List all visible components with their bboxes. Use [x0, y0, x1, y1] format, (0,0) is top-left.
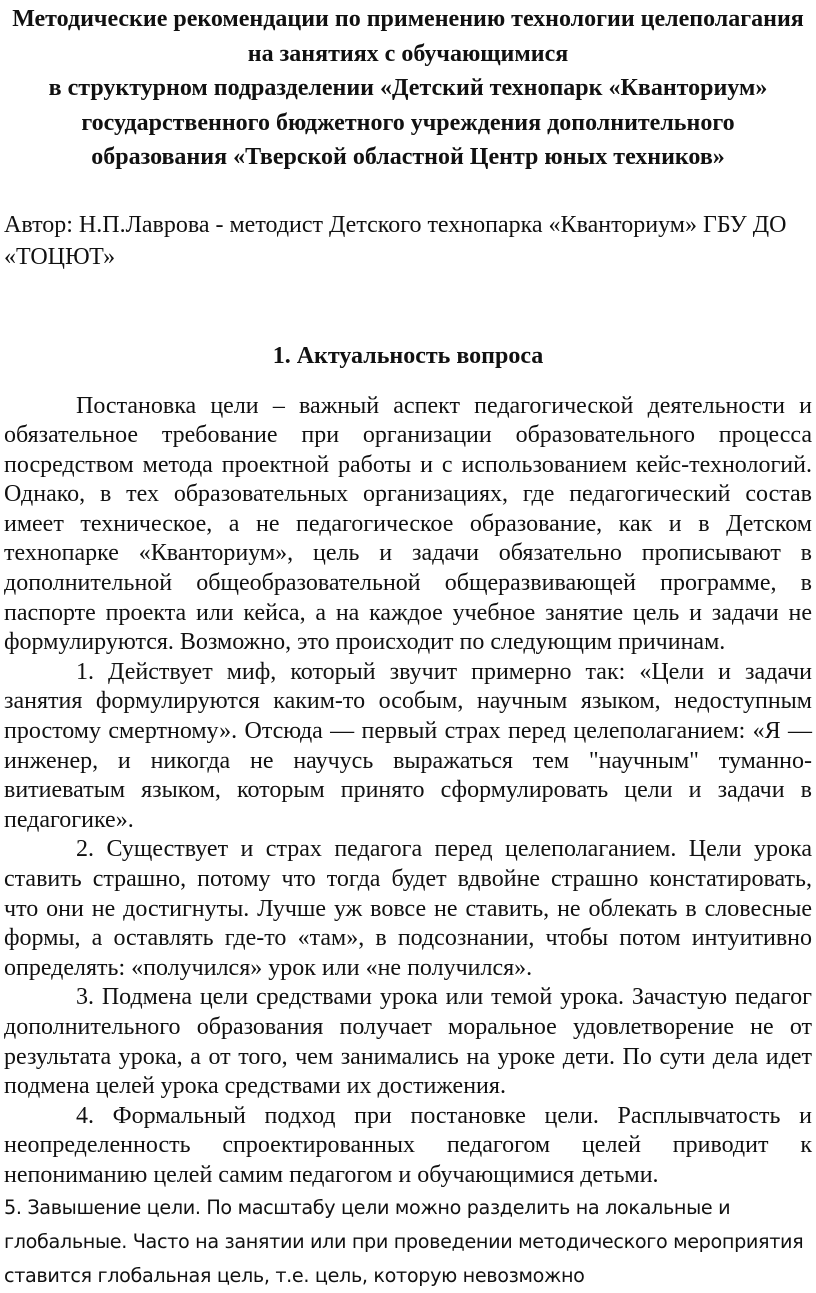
title-line-5: образования «Тверской областной Центр юных техников»: [91, 144, 725, 170]
paragraph-reason-5: 5. Завышение цели. По масштабу цели можно разделить на локальные и глобальные. Часто на занятии или при проведении методического мероприятия ставится глобальная цель, т.е. цель, которую невозможно: [4, 1195, 804, 1287]
document-title: [0, 0, 816, 175]
paragraph-reason-1: 1. Действует миф, который звучит примерно так: «Цели и задачи занятия формулируются каким-то особым, научным языком, недоступным простому смертному». Отсюда — первый страх перед целеполаганием: «Я — инженер, и никогда не научусь выражаться тем "научным" туманно-витиеватым языком, которым принято сформулировать цели и задачи в педагогике».: [4, 658, 812, 833]
title-line-4: государственного бюджетного учреждения дополнительного: [81, 109, 735, 136]
title-line-1: Методические рекомендации по применению технологии целеполагания: [12, 6, 804, 32]
paragraph-reason-2: 2. Существует и страх педагога перед целеполаганием. Цели урока ставить страшно, потому что тогда будет вдвойне страшно констатировать, что они не достигнуты. Лучше уж вовсе не ставить, не облекать в словесные формы, а оставлять где-то «там», в подсознании, чтобы потом интуитивно определять: «получился» урок или «не получился».: [4, 836, 812, 981]
paragraph-intro: Постановка цели – важный аспект педагогической деятельности и обязательное требование при организации образовательного процесса посредством метода проектной работы и с использованием кейс-технологий. Однако, в тех образовательных организациях, где педагогический состав имеет техническое, а не педагогическое образование, как и в Детском технопарке «Кванториум», цель и задачи обязательно прописывают в дополнительной общеобразовательной общеразвивающей программе, в паспорте проекта или кейса, а на каждое учебное занятие цель и задачи не формулируются. Возможно, это происходит по следующим причинам.: [4, 392, 812, 656]
title-line-2: на занятиях с обучающимися: [247, 40, 569, 67]
title-line-3: в структурном подразделении «Детский технопарк «Кванториум»: [48, 75, 768, 101]
paragraph-reason-4: 4. Формальный подход при постановке цели. Расплывчатость и неопределенность спроектированных педагогом целей приводит к непониманию целей самим педагогом и обучающимися детьми.: [4, 1102, 812, 1188]
author-line: Автор: Н.П.Лаврова - методист Детского технопарка «Кванториум» ГБУ ДО «ТОЦЮТ»: [4, 211, 787, 270]
section-heading: 1. Актуальность вопроса: [272, 342, 544, 369]
paragraph-reason-3: 3. Подмена цели средствами урока или темой урока. Зачастую педагог дополнительного образования получает моральное удовлетворение не от результата урока, а от того, чем занимались на уроке дети. По сути дела идет подмена целей урока средствами их достижения.: [4, 984, 812, 1100]
